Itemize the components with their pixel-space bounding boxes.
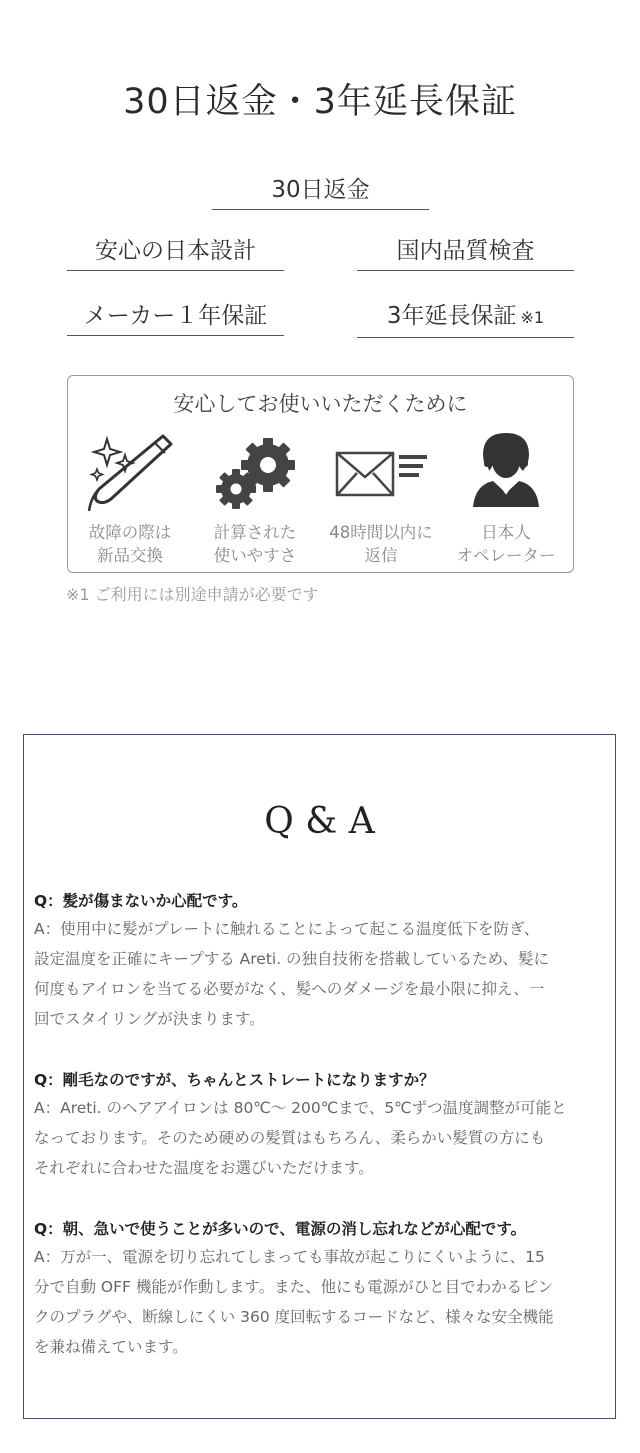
feature-maker-warranty-label: メーカー１年保証 [83, 303, 268, 329]
operator-headset-icon [461, 431, 551, 513]
faq-answer [34, 1242, 604, 1362]
perk-line: 故障の際は [88, 523, 172, 542]
perk-reply [319, 431, 443, 565]
faq-answer-line: クのプラグや、断線しにくい 360 度回転するコードなど、様々な安全機能 [34, 1308, 554, 1326]
perk-line: 計算された [213, 523, 297, 542]
info-box-title: 安心してお使いいただくために [173, 392, 468, 416]
faq-answer-line: それぞれに合わせた温度をお選びいただけます。 [34, 1159, 374, 1177]
feature-inspection [357, 236, 574, 271]
perk-line: 48時間以内に [329, 523, 433, 542]
faq-answer-line: A：Areti. のヘアアイロンは 80℃～ 200℃まで、5℃ずつ温度調整が可能と [34, 1099, 567, 1117]
faq-section [23, 734, 616, 1419]
perk-operator-label [434, 521, 578, 567]
info-box [67, 375, 574, 573]
faq-question: Q：剛毛なのですが、ちゃんとストレートになりますか？ [34, 1071, 435, 1089]
feature-extended-warranty [357, 301, 574, 338]
perk-new-replacement [68, 431, 192, 565]
perk-new-replacement-label [58, 521, 202, 567]
faq-answer [34, 914, 604, 1034]
faq-item [34, 1067, 604, 1183]
perk-operator [444, 431, 568, 565]
feature-design [67, 236, 284, 271]
faq-answer [34, 1093, 604, 1183]
feature-inspection-label: 国内品質検査 [396, 238, 535, 264]
perk-line: 使いやすさ [213, 546, 297, 565]
faq-answer-line: A：使用中に髪がプレートに触れることによって起こる温度低下を防ぎ、 [34, 920, 540, 938]
perk-usability-label [183, 521, 327, 567]
faq-question: Q：朝、急いで使うことが多いので、電源の消し忘れなどが心配です。 [34, 1220, 527, 1238]
faq-item [34, 1216, 604, 1362]
faq-answer-line: 設定温度を正確にキープする Areti. の独自技術を搭載しているため、髪に [34, 950, 549, 968]
faq-answer-line: 分で自動 OFF 機能が作動します。また、他にも電源がひと目でわかるピン [34, 1278, 554, 1296]
feature-refund-label: 30日返金 [271, 177, 370, 203]
faq-answer-line: 何度もアイロンを当てる必要がなく、髪へのダメージを最小限に抑え、一 [34, 980, 545, 998]
page-title: 30日返金・3年延長保証 [123, 82, 517, 122]
feature-maker-warranty [67, 301, 284, 336]
faq-question: Q：髪が傷まないか心配です。 [34, 892, 248, 910]
feature-extended-note: ※1 [520, 308, 545, 327]
envelope-icon [331, 431, 431, 513]
feature-refund [212, 175, 429, 210]
footnote: ※1 ご利用には別途申請が必要です [66, 585, 319, 604]
faq-answer-line: A：万が一、電源を切り忘れてしまっても事故が起こりにくいように、15 [34, 1248, 545, 1266]
faq-item [34, 888, 604, 1034]
faq-title: Q & A [264, 801, 375, 842]
faq-answer-line: を兼ね備えています。 [34, 1338, 188, 1356]
perk-line: 日本人 [481, 523, 531, 542]
feature-extended-warranty-label: 3年延長保証 [386, 303, 517, 329]
gears-icon [210, 431, 300, 513]
feature-design-label: 安心の日本設計 [95, 238, 256, 264]
hair-iron-sparkle-icon [85, 431, 175, 513]
perk-line: オペレーター [456, 546, 556, 565]
perk-line: 新品交換 [97, 546, 163, 565]
perk-usability [193, 431, 317, 565]
perk-line: 返信 [364, 546, 398, 565]
faq-answer-line: なっております。そのため硬めの髪質はもちろん、柔らかい髪質の方にも [34, 1129, 546, 1147]
perk-reply-label [309, 521, 453, 567]
faq-answer-line: 回でスタイリングが決まります。 [34, 1010, 265, 1028]
